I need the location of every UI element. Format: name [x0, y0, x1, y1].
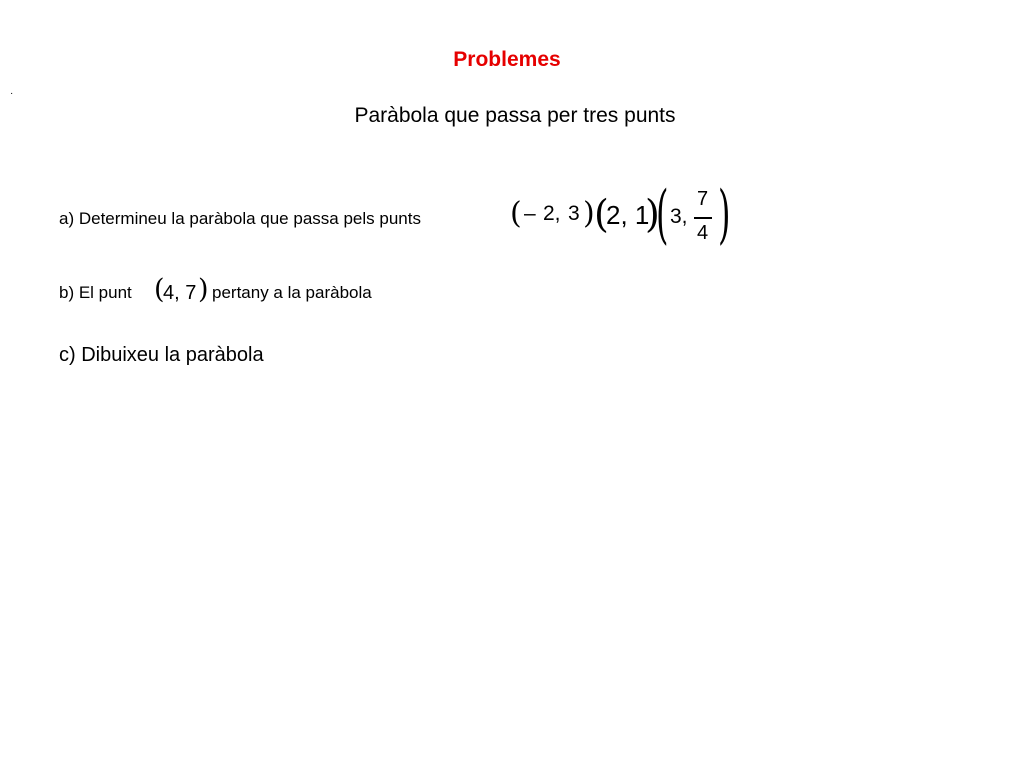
problem-c-text: c) Dibuixeu la paràbola	[59, 344, 264, 366]
point-3-denominator: 4	[697, 222, 709, 244]
problem-b-text-end: pertany a la paràbola	[212, 283, 372, 302]
point-4-open-paren: (	[154, 274, 165, 305]
point-1-open-paren: (	[510, 196, 522, 231]
point-2-close-paren: )	[645, 192, 660, 236]
slide-title: Problemes	[453, 48, 561, 71]
point-3-numerator: 7	[697, 188, 709, 210]
point-3-fraction-bar	[694, 217, 712, 219]
slide-subtitle: Paràbola que passa per tres punts	[354, 104, 676, 127]
problem-b-text-start: b) El punt	[59, 283, 132, 302]
problem-a-text: a) Determineu la paràbola que passa pels punts	[59, 209, 421, 228]
point-1-close-paren: )	[583, 196, 595, 231]
point-4-coords: 4, 7	[163, 282, 197, 304]
point-4-close-paren: )	[198, 274, 209, 305]
point-2-open-paren: (	[594, 192, 609, 236]
point-3-close-paren: )	[718, 178, 731, 252]
bullet-marker: ·	[10, 88, 14, 99]
point-3-x: 3,	[670, 205, 688, 228]
point-1-minus: –	[524, 202, 536, 225]
point-3-open-paren: (	[656, 178, 669, 252]
point-1-y: 3	[568, 202, 580, 225]
point-1-x: 2,	[543, 202, 561, 225]
point-2-coords: 2, 1	[606, 200, 650, 230]
